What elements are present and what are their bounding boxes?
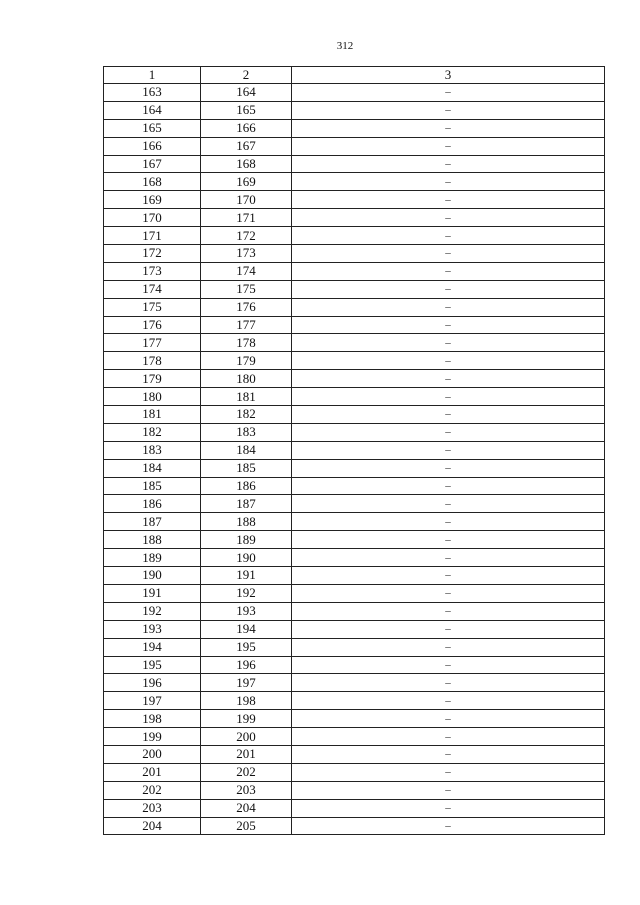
table-cell-col-3: – [292, 173, 605, 191]
table-cell-col-2: 173 [201, 245, 292, 263]
table-cell-col-2: 182 [201, 406, 292, 424]
table-cell-col-2: 166 [201, 119, 292, 137]
table-cell-col-2: 203 [201, 781, 292, 799]
column-header-3: 3 [292, 67, 605, 84]
table-cell-col-2: 195 [201, 638, 292, 656]
table-cell-col-3: – [292, 441, 605, 459]
table-cell-col-3: – [292, 584, 605, 602]
table-cell-col-1: 199 [104, 728, 201, 746]
table-cell-col-2: 200 [201, 728, 292, 746]
table-cell-col-2: 167 [201, 137, 292, 155]
table-cell-col-1: 167 [104, 155, 201, 173]
table-cell-col-2: 194 [201, 620, 292, 638]
table-row [104, 817, 605, 835]
table-cell-col-1: 172 [104, 245, 201, 263]
table-row [104, 334, 605, 352]
table-row [104, 262, 605, 280]
table-cell-col-1: 202 [104, 781, 201, 799]
table-cell-col-2: 180 [201, 370, 292, 388]
table-cell-col-2: 174 [201, 262, 292, 280]
table-row [104, 316, 605, 334]
table-row [104, 745, 605, 763]
table-cell-col-3: – [292, 692, 605, 710]
table-cell-col-3: – [292, 567, 605, 585]
table-cell-col-2: 183 [201, 423, 292, 441]
table-cell-col-1: 201 [104, 763, 201, 781]
table-cell-col-2: 202 [201, 763, 292, 781]
table-cell-col-3: – [292, 227, 605, 245]
table-cell-col-1: 204 [104, 817, 201, 835]
table-cell-col-2: 188 [201, 513, 292, 531]
table-cell-col-1: 164 [104, 101, 201, 119]
table-cell-col-3: – [292, 602, 605, 620]
table-body [104, 84, 605, 835]
table-cell-col-1: 200 [104, 745, 201, 763]
table-row [104, 155, 605, 173]
table-cell-col-3: – [292, 817, 605, 835]
table-cell-col-1: 198 [104, 710, 201, 728]
table-row [104, 692, 605, 710]
table-cell-col-3: – [292, 334, 605, 352]
table-cell-col-3: – [292, 674, 605, 692]
table-header [104, 67, 605, 84]
table-cell-col-1: 178 [104, 352, 201, 370]
table-cell-col-1: 170 [104, 209, 201, 227]
table-cell-col-1: 196 [104, 674, 201, 692]
table-cell-col-1: 193 [104, 620, 201, 638]
table-cell-col-1: 197 [104, 692, 201, 710]
table-cell-col-2: 185 [201, 459, 292, 477]
table-cell-col-3: – [292, 513, 605, 531]
table-cell-col-1: 195 [104, 656, 201, 674]
table-cell-col-2: 172 [201, 227, 292, 245]
table-row [104, 567, 605, 585]
table-cell-col-3: – [292, 799, 605, 817]
table-cell-col-2: 190 [201, 549, 292, 567]
table-cell-col-1: 177 [104, 334, 201, 352]
table-cell-col-3: – [292, 298, 605, 316]
table-row [104, 245, 605, 263]
table-cell-col-3: – [292, 638, 605, 656]
table-row [104, 388, 605, 406]
table-cell-col-2: 175 [201, 280, 292, 298]
table-cell-col-1: 190 [104, 567, 201, 585]
table-cell-col-1: 168 [104, 173, 201, 191]
table-cell-col-2: 198 [201, 692, 292, 710]
table-cell-col-3: – [292, 477, 605, 495]
table-row [104, 710, 605, 728]
table-cell-col-2: 178 [201, 334, 292, 352]
table-cell-col-1: 171 [104, 227, 201, 245]
table-cell-col-2: 186 [201, 477, 292, 495]
table-row [104, 638, 605, 656]
table-cell-col-3: – [292, 763, 605, 781]
column-header-1: 1 [104, 67, 201, 84]
table-cell-col-2: 164 [201, 84, 292, 102]
table-cell-col-1: 181 [104, 406, 201, 424]
table-cell-col-2: 191 [201, 567, 292, 585]
table-row [104, 280, 605, 298]
table-cell-col-3: – [292, 549, 605, 567]
table-row [104, 137, 605, 155]
table-cell-col-2: 169 [201, 173, 292, 191]
table-cell-col-1: 183 [104, 441, 201, 459]
table-row [104, 191, 605, 209]
table-row [104, 173, 605, 191]
table-cell-col-2: 193 [201, 602, 292, 620]
table-row [104, 513, 605, 531]
table-cell-col-3: – [292, 316, 605, 334]
table-cell-col-3: – [292, 781, 605, 799]
table-cell-col-1: 185 [104, 477, 201, 495]
table-cell-col-2: 201 [201, 745, 292, 763]
header-row [104, 67, 605, 84]
table-cell-col-2: 196 [201, 656, 292, 674]
table-cell-col-2: 197 [201, 674, 292, 692]
table-cell-col-3: – [292, 352, 605, 370]
table-row [104, 799, 605, 817]
table-row [104, 602, 605, 620]
table-cell-col-3: – [292, 119, 605, 137]
table-row [104, 101, 605, 119]
table-cell-col-3: – [292, 370, 605, 388]
table-row [104, 781, 605, 799]
table-cell-col-3: – [292, 262, 605, 280]
table-cell-col-2: 179 [201, 352, 292, 370]
table-row [104, 352, 605, 370]
table-cell-col-1: 179 [104, 370, 201, 388]
table-cell-col-1: 184 [104, 459, 201, 477]
table-row [104, 119, 605, 137]
table-cell-col-3: – [292, 531, 605, 549]
table-row [104, 84, 605, 102]
table-cell-col-2: 204 [201, 799, 292, 817]
table-cell-col-2: 192 [201, 584, 292, 602]
data-table [103, 66, 605, 835]
table-cell-col-1: 180 [104, 388, 201, 406]
table-cell-col-2: 181 [201, 388, 292, 406]
table-cell-col-3: – [292, 191, 605, 209]
table-cell-col-1: 203 [104, 799, 201, 817]
table-row [104, 620, 605, 638]
table-row [104, 227, 605, 245]
table-cell-col-2: 184 [201, 441, 292, 459]
table-cell-col-1: 189 [104, 549, 201, 567]
table-cell-col-2: 170 [201, 191, 292, 209]
table-cell-col-3: – [292, 137, 605, 155]
table-row [104, 459, 605, 477]
table-cell-col-1: 163 [104, 84, 201, 102]
table-cell-col-2: 165 [201, 101, 292, 119]
table-row [104, 763, 605, 781]
table-row [104, 477, 605, 495]
table-cell-col-1: 169 [104, 191, 201, 209]
table-cell-col-2: 168 [201, 155, 292, 173]
table-row [104, 406, 605, 424]
table-row [104, 531, 605, 549]
table-cell-col-1: 165 [104, 119, 201, 137]
table-cell-col-3: – [292, 728, 605, 746]
table-row [104, 423, 605, 441]
table-cell-col-1: 192 [104, 602, 201, 620]
table-cell-col-1: 188 [104, 531, 201, 549]
table-row [104, 441, 605, 459]
table-cell-col-3: – [292, 710, 605, 728]
table-cell-col-1: 176 [104, 316, 201, 334]
table-cell-col-3: – [292, 459, 605, 477]
table-cell-col-2: 171 [201, 209, 292, 227]
table-cell-col-3: – [292, 656, 605, 674]
table-cell-col-2: 205 [201, 817, 292, 835]
table-cell-col-2: 176 [201, 298, 292, 316]
table-cell-col-1: 174 [104, 280, 201, 298]
table-cell-col-3: – [292, 84, 605, 102]
table-cell-col-1: 182 [104, 423, 201, 441]
table-cell-col-3: – [292, 388, 605, 406]
table-row [104, 584, 605, 602]
table-cell-col-3: – [292, 745, 605, 763]
table-cell-col-3: – [292, 495, 605, 513]
table-cell-col-2: 199 [201, 710, 292, 728]
table-row [104, 370, 605, 388]
table-cell-col-3: – [292, 423, 605, 441]
table-cell-col-3: – [292, 209, 605, 227]
table-cell-col-3: – [292, 101, 605, 119]
table-row [104, 674, 605, 692]
table-cell-col-2: 177 [201, 316, 292, 334]
table-cell-col-1: 173 [104, 262, 201, 280]
table-cell-col-3: – [292, 406, 605, 424]
column-header-2: 2 [201, 67, 292, 84]
table-cell-col-3: – [292, 245, 605, 263]
table-cell-col-1: 194 [104, 638, 201, 656]
table-cell-col-1: 187 [104, 513, 201, 531]
table-row [104, 549, 605, 567]
table-cell-col-1: 166 [104, 137, 201, 155]
table-row [104, 495, 605, 513]
table-row [104, 728, 605, 746]
table-cell-col-3: – [292, 620, 605, 638]
table-cell-col-2: 187 [201, 495, 292, 513]
table-cell-col-1: 175 [104, 298, 201, 316]
table-row [104, 656, 605, 674]
table-row [104, 209, 605, 227]
table-cell-col-3: – [292, 280, 605, 298]
table-cell-col-3: – [292, 155, 605, 173]
table-row [104, 298, 605, 316]
table-cell-col-2: 189 [201, 531, 292, 549]
table-cell-col-1: 186 [104, 495, 201, 513]
page-number: 312 [336, 40, 354, 52]
table-cell-col-1: 191 [104, 584, 201, 602]
